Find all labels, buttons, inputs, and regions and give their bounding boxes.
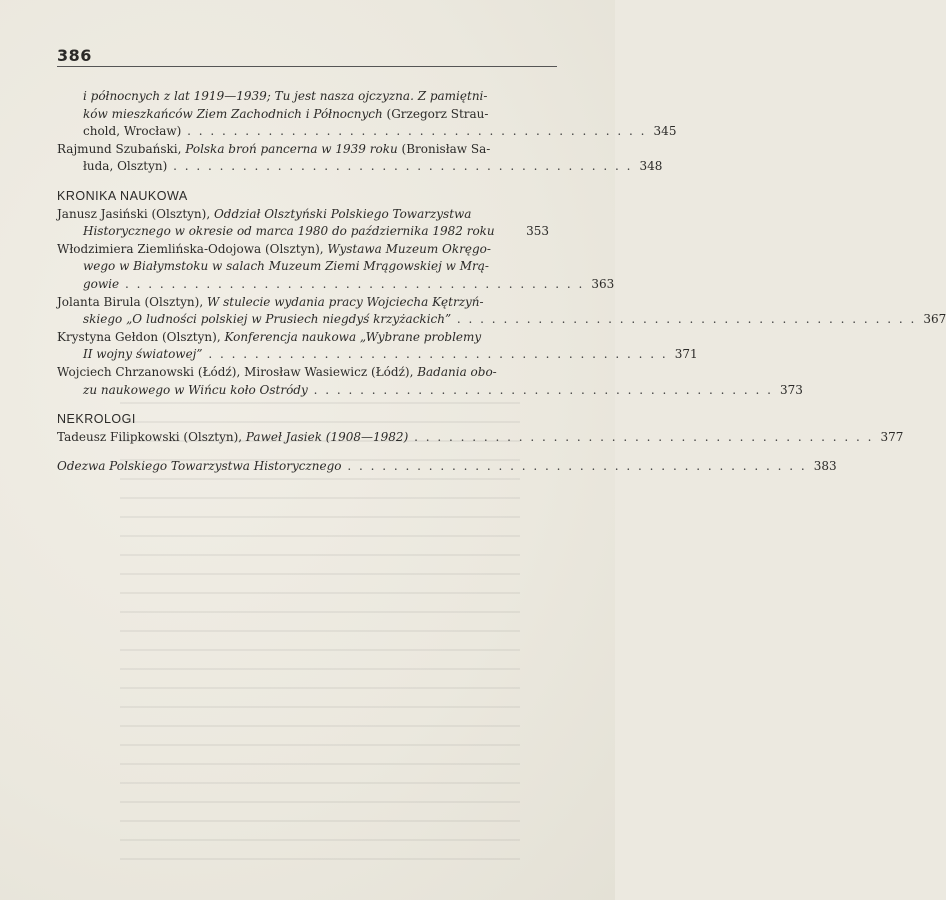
toc-line [57,106,549,124]
entry-title: Oddział Olsztyński Polskiego Towarzystwa [213,206,472,221]
entry-page-number: 367 [923,312,946,327]
toc-line [57,294,549,312]
entry-title: wego w Białymstoku w salach Muzeum Ziemi Mrągowskiej w Mrą- [83,259,489,274]
entry-page-number: 345 [653,124,677,139]
toc-line [57,382,803,400]
toc-line [57,223,549,241]
entry-title: skiego „O ludności polskiej w Prusiech niegdyś krzyżackich” [83,312,452,327]
toc-line [57,364,549,382]
toc-line [57,329,549,347]
entry-author: łuda, Olsztyn) [83,159,168,174]
entry-author: Wojciech Chrzanowski (Łódź), Mirosław Wasiewicz (Łódź), [57,364,418,379]
dot-leader: . . . . . . . . . . . . . . . . . . . . . . . . . . . . . . . . . . . . . . . . [451,312,917,327]
dot-leader: . . . . . . . . . . . . . . . . . . . . . . . . . . . . . . . . . . . . . . . . [119,276,585,291]
section-heading: NEKROLOGI [57,412,136,427]
page-number: 386 [57,46,92,65]
toc-line [57,258,549,276]
toc-line [57,276,615,294]
spacer [57,446,549,458]
toc-entry [57,458,837,476]
entry-page-number: 383 [813,459,837,474]
entry-author: Tadeusz Filipkowski (Olsztyn), [57,429,246,444]
toc-line [57,88,549,106]
toc-entry [57,141,663,176]
dot-leader: . . . . . . . . . . . . . . . . . . . . . . . . . . . . . . . . . . . . . . . . [307,382,773,397]
entry-author: Rajmund Szubański, [57,141,186,156]
toc-line [57,429,904,447]
toc-entry [57,429,904,447]
toc-entry [57,88,677,141]
entry-title: ków mieszkańców Ziem Zachodnich i Północnych [83,106,383,121]
entry-title: i północnych z lat 1919—1939; Tu jest nasza ojczyzna. Z pamiętni- [83,89,488,103]
toc-entry [57,206,549,241]
entry-page-number: 371 [674,347,698,362]
entry-author: Krystyna Gełdon (Olsztyn), [57,329,225,344]
toc-line [57,346,698,364]
section-heading: KRONIKA NAUKOWA [57,188,188,203]
toc-line [57,241,549,259]
toc-entry [57,294,946,329]
entry-author: Janusz Jasiński (Olsztyn), [57,206,214,221]
entry-title: gowie [83,276,120,291]
dot-leader: . . . . . . . . . . . . . . . . . . . . . . . . . . . . . . . . . . . . . . . . [408,429,874,444]
dot-leader: . . . . . . . . . . . . . . . . . . . . . . . . . . . . . . . . . . . . . . . . [341,459,807,474]
entry-title: Odezwa Polskiego Towarzystwa Historycznego [57,459,342,474]
entry-page-number: 363 [591,276,615,291]
toc-line [57,206,549,224]
header-rule [57,66,557,67]
toc-entry [57,329,698,364]
entry-title: Wystawa Muzeum Okręgo- [327,241,491,256]
entry-author: Jolanta Birula (Olsztyn), [57,294,207,309]
toc-line [57,123,677,141]
toc-line [57,158,663,176]
entry-title: Historycznego w okresie od marca 1980 do października 1982 roku [83,224,495,239]
entry-title: II wojny światowej” [83,347,203,362]
entry-title: Badania obo- [417,364,497,379]
entry-title: Paweł Jasiek (1908—1982) [245,429,409,444]
entry-author: chold, Wrocław) [83,124,182,139]
entry-page-number: 373 [780,382,803,397]
entry-author: (Grzegorz Strau- [382,106,489,121]
toc-line [57,311,946,329]
entry-title: Konferencja naukowa „Wybrane problemy [224,329,482,344]
entry-author: (Bronisław Sa- [397,141,491,156]
entry-page-number: 348 [639,159,663,174]
toc-line [57,141,549,159]
dot-leader: . . . . . . . . . . . . . . . . . . . . . . . . . . . . . . . . . . . . . . . . [202,347,668,362]
entry-title: Polska broń pancerna w 1939 roku [185,141,398,156]
entry-title: zu naukowego w Wińcu koło Ostródy [83,382,308,397]
toc-entry [57,241,615,294]
toc-entry [57,364,803,399]
entry-author: Włodzimiera Ziemlińska-Odojowa (Olsztyn), [57,241,328,256]
entry-title: W stulecie wydania pracy Wojciecha Kętrzyń- [206,294,484,309]
entry-page-number: 353 [526,224,549,239]
dot-leader: . . . . . . . . . . . . . . . . . . . . . . . . . . . . . . . . . . . . . . . . [167,159,633,174]
toc-line [57,458,837,476]
table-of-contents [57,88,946,476]
entry-page-number: 377 [880,429,904,444]
dot-leader: . . . . . . . . . . . . . . . . . . . . . . . . . . . . . . . . . . . . . . . . [181,124,647,139]
